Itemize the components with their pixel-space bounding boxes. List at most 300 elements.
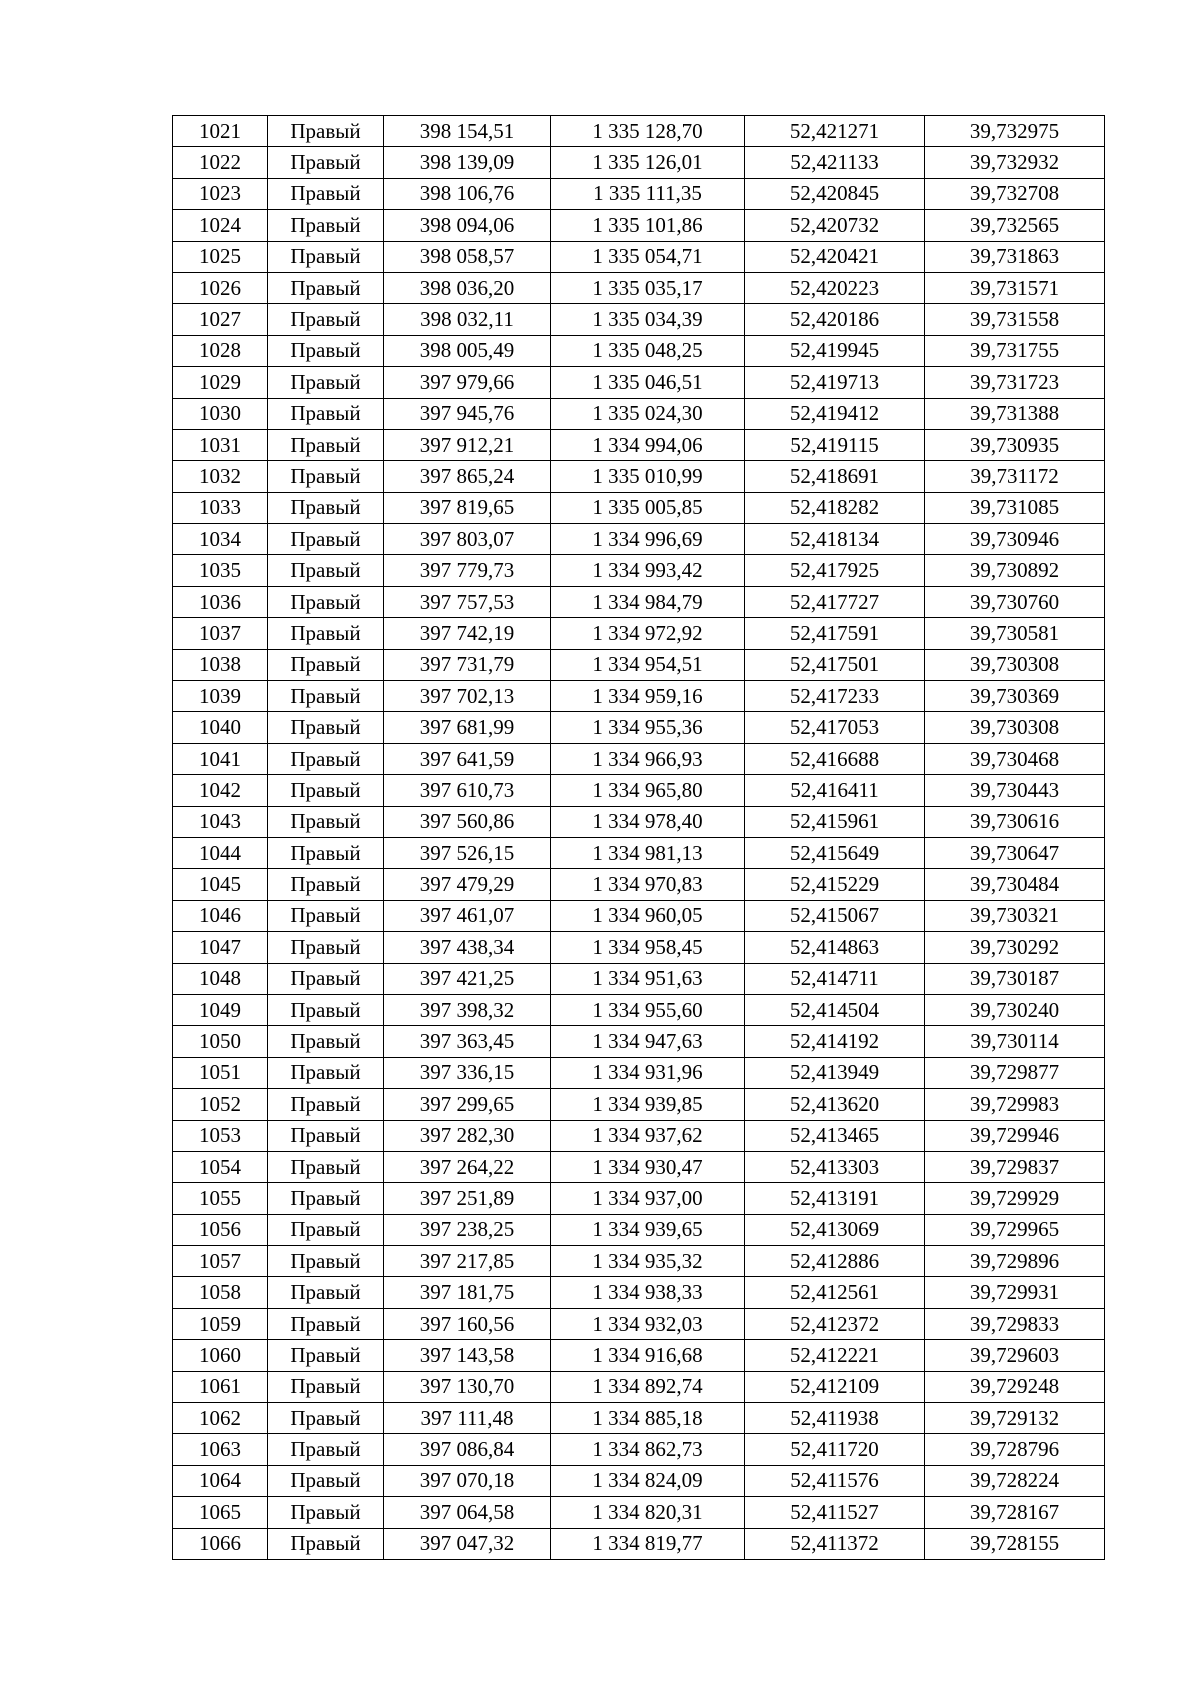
x-coordinate-cell: 397 086,84 xyxy=(384,1434,551,1465)
y-coordinate-cell: 1 334 951,63 xyxy=(551,963,745,994)
latitude-cell: 52,412109 xyxy=(745,1371,925,1402)
table-row xyxy=(173,178,1105,209)
y-coordinate-cell: 1 334 955,60 xyxy=(551,994,745,1025)
latitude-cell: 52,418134 xyxy=(745,524,925,555)
y-coordinate-cell: 1 334 824,09 xyxy=(551,1465,745,1496)
point-number-cell: 1062 xyxy=(173,1403,268,1434)
latitude-cell: 52,415961 xyxy=(745,806,925,837)
latitude-cell: 52,421271 xyxy=(745,116,925,147)
y-coordinate-cell: 1 335 101,86 xyxy=(551,210,745,241)
side-cell: Правый xyxy=(268,1183,384,1214)
latitude-cell: 52,413949 xyxy=(745,1057,925,1088)
point-number-cell: 1036 xyxy=(173,586,268,617)
longitude-cell: 39,731172 xyxy=(925,461,1105,492)
y-coordinate-cell: 1 334 885,18 xyxy=(551,1403,745,1434)
point-number-cell: 1051 xyxy=(173,1057,268,1088)
x-coordinate-cell: 397 819,65 xyxy=(384,492,551,523)
side-cell: Правый xyxy=(268,398,384,429)
latitude-cell: 52,413191 xyxy=(745,1183,925,1214)
latitude-cell: 52,411527 xyxy=(745,1497,925,1528)
side-cell: Правый xyxy=(268,178,384,209)
point-number-cell: 1041 xyxy=(173,743,268,774)
side-cell: Правый xyxy=(268,1465,384,1496)
x-coordinate-cell: 397 731,79 xyxy=(384,649,551,680)
x-coordinate-cell: 397 560,86 xyxy=(384,806,551,837)
side-cell: Правый xyxy=(268,743,384,774)
y-coordinate-cell: 1 335 005,85 xyxy=(551,492,745,523)
point-number-cell: 1044 xyxy=(173,837,268,868)
latitude-cell: 52,415649 xyxy=(745,837,925,868)
longitude-cell: 39,731388 xyxy=(925,398,1105,429)
y-coordinate-cell: 1 335 054,71 xyxy=(551,241,745,272)
side-cell: Правый xyxy=(268,1434,384,1465)
point-number-cell: 1033 xyxy=(173,492,268,523)
table-row xyxy=(173,649,1105,680)
latitude-cell: 52,419412 xyxy=(745,398,925,429)
longitude-cell: 39,730892 xyxy=(925,555,1105,586)
table-row xyxy=(173,1026,1105,1057)
longitude-cell: 39,728224 xyxy=(925,1465,1105,1496)
point-number-cell: 1053 xyxy=(173,1120,268,1151)
table-row xyxy=(173,869,1105,900)
point-number-cell: 1035 xyxy=(173,555,268,586)
side-cell: Правый xyxy=(268,335,384,366)
table-row xyxy=(173,1120,1105,1151)
x-coordinate-cell: 397 160,56 xyxy=(384,1308,551,1339)
point-number-cell: 1058 xyxy=(173,1277,268,1308)
x-coordinate-cell: 397 757,53 xyxy=(384,586,551,617)
side-cell: Правый xyxy=(268,900,384,931)
point-number-cell: 1048 xyxy=(173,963,268,994)
table-row xyxy=(173,963,1105,994)
point-number-cell: 1054 xyxy=(173,1151,268,1182)
side-cell: Правый xyxy=(268,837,384,868)
side-cell: Правый xyxy=(268,649,384,680)
y-coordinate-cell: 1 334 937,00 xyxy=(551,1183,745,1214)
longitude-cell: 39,730946 xyxy=(925,524,1105,555)
side-cell: Правый xyxy=(268,555,384,586)
side-cell: Правый xyxy=(268,1057,384,1088)
point-number-cell: 1030 xyxy=(173,398,268,429)
x-coordinate-cell: 397 217,85 xyxy=(384,1246,551,1277)
latitude-cell: 52,416688 xyxy=(745,743,925,774)
table-row xyxy=(173,1371,1105,1402)
point-number-cell: 1047 xyxy=(173,932,268,963)
point-number-cell: 1059 xyxy=(173,1308,268,1339)
table-row xyxy=(173,1340,1105,1371)
y-coordinate-cell: 1 334 931,96 xyxy=(551,1057,745,1088)
longitude-cell: 39,728796 xyxy=(925,1434,1105,1465)
table-row xyxy=(173,900,1105,931)
latitude-cell: 52,420732 xyxy=(745,210,925,241)
side-cell: Правый xyxy=(268,994,384,1025)
longitude-cell: 39,729929 xyxy=(925,1183,1105,1214)
longitude-cell: 39,729965 xyxy=(925,1214,1105,1245)
y-coordinate-cell: 1 334 955,36 xyxy=(551,712,745,743)
latitude-cell: 52,417501 xyxy=(745,649,925,680)
table-row xyxy=(173,1497,1105,1528)
side-cell: Правый xyxy=(268,1151,384,1182)
latitude-cell: 52,413465 xyxy=(745,1120,925,1151)
y-coordinate-cell: 1 335 048,25 xyxy=(551,335,745,366)
x-coordinate-cell: 397 299,65 xyxy=(384,1089,551,1120)
latitude-cell: 52,419945 xyxy=(745,335,925,366)
longitude-cell: 39,729833 xyxy=(925,1308,1105,1339)
x-coordinate-cell: 398 094,06 xyxy=(384,210,551,241)
side-cell: Правый xyxy=(268,116,384,147)
y-coordinate-cell: 1 335 034,39 xyxy=(551,304,745,335)
x-coordinate-cell: 397 461,07 xyxy=(384,900,551,931)
longitude-cell: 39,730308 xyxy=(925,649,1105,680)
longitude-cell: 39,729248 xyxy=(925,1371,1105,1402)
latitude-cell: 52,417925 xyxy=(745,555,925,586)
latitude-cell: 52,411576 xyxy=(745,1465,925,1496)
x-coordinate-cell: 398 005,49 xyxy=(384,335,551,366)
table-row xyxy=(173,775,1105,806)
longitude-cell: 39,730308 xyxy=(925,712,1105,743)
longitude-cell: 39,729896 xyxy=(925,1246,1105,1277)
point-number-cell: 1065 xyxy=(173,1497,268,1528)
table-row xyxy=(173,1277,1105,1308)
x-coordinate-cell: 397 641,59 xyxy=(384,743,551,774)
point-number-cell: 1029 xyxy=(173,367,268,398)
x-coordinate-cell: 397 702,13 xyxy=(384,681,551,712)
table-row xyxy=(173,1308,1105,1339)
latitude-cell: 52,418282 xyxy=(745,492,925,523)
table-row xyxy=(173,1528,1105,1559)
table-row xyxy=(173,681,1105,712)
x-coordinate-cell: 398 032,11 xyxy=(384,304,551,335)
latitude-cell: 52,415067 xyxy=(745,900,925,931)
y-coordinate-cell: 1 334 820,31 xyxy=(551,1497,745,1528)
longitude-cell: 39,728167 xyxy=(925,1497,1105,1528)
y-coordinate-cell: 1 334 932,03 xyxy=(551,1308,745,1339)
x-coordinate-cell: 397 282,30 xyxy=(384,1120,551,1151)
x-coordinate-cell: 397 610,73 xyxy=(384,775,551,806)
y-coordinate-cell: 1 334 937,62 xyxy=(551,1120,745,1151)
x-coordinate-cell: 397 264,22 xyxy=(384,1151,551,1182)
longitude-cell: 39,732975 xyxy=(925,116,1105,147)
y-coordinate-cell: 1 334 994,06 xyxy=(551,429,745,460)
longitude-cell: 39,729877 xyxy=(925,1057,1105,1088)
table-row xyxy=(173,335,1105,366)
point-number-cell: 1042 xyxy=(173,775,268,806)
x-coordinate-cell: 397 363,45 xyxy=(384,1026,551,1057)
y-coordinate-cell: 1 334 993,42 xyxy=(551,555,745,586)
coordinates-table xyxy=(172,115,1105,1560)
longitude-cell: 39,731863 xyxy=(925,241,1105,272)
point-number-cell: 1022 xyxy=(173,147,268,178)
point-number-cell: 1060 xyxy=(173,1340,268,1371)
longitude-cell: 39,728155 xyxy=(925,1528,1105,1559)
side-cell: Правый xyxy=(268,806,384,837)
side-cell: Правый xyxy=(268,1497,384,1528)
longitude-cell: 39,731558 xyxy=(925,304,1105,335)
y-coordinate-cell: 1 334 984,79 xyxy=(551,586,745,617)
side-cell: Правый xyxy=(268,429,384,460)
x-coordinate-cell: 397 238,25 xyxy=(384,1214,551,1245)
latitude-cell: 52,414863 xyxy=(745,932,925,963)
point-number-cell: 1061 xyxy=(173,1371,268,1402)
y-coordinate-cell: 1 334 939,85 xyxy=(551,1089,745,1120)
x-coordinate-cell: 397 111,48 xyxy=(384,1403,551,1434)
table-row xyxy=(173,367,1105,398)
point-number-cell: 1037 xyxy=(173,618,268,649)
side-cell: Правый xyxy=(268,1371,384,1402)
table-row xyxy=(173,524,1105,555)
side-cell: Правый xyxy=(268,461,384,492)
point-number-cell: 1026 xyxy=(173,272,268,303)
x-coordinate-cell: 397 336,15 xyxy=(384,1057,551,1088)
point-number-cell: 1028 xyxy=(173,335,268,366)
table-row xyxy=(173,586,1105,617)
longitude-cell: 39,730369 xyxy=(925,681,1105,712)
table-row xyxy=(173,806,1105,837)
longitude-cell: 39,729603 xyxy=(925,1340,1105,1371)
point-number-cell: 1031 xyxy=(173,429,268,460)
latitude-cell: 52,412561 xyxy=(745,1277,925,1308)
longitude-cell: 39,729931 xyxy=(925,1277,1105,1308)
table-row xyxy=(173,429,1105,460)
y-coordinate-cell: 1 335 024,30 xyxy=(551,398,745,429)
x-coordinate-cell: 397 945,76 xyxy=(384,398,551,429)
side-cell: Правый xyxy=(268,524,384,555)
latitude-cell: 52,420223 xyxy=(745,272,925,303)
point-number-cell: 1049 xyxy=(173,994,268,1025)
side-cell: Правый xyxy=(268,304,384,335)
x-coordinate-cell: 397 479,29 xyxy=(384,869,551,900)
x-coordinate-cell: 397 779,73 xyxy=(384,555,551,586)
side-cell: Правый xyxy=(268,1089,384,1120)
longitude-cell: 39,730760 xyxy=(925,586,1105,617)
point-number-cell: 1024 xyxy=(173,210,268,241)
x-coordinate-cell: 397 526,15 xyxy=(384,837,551,868)
latitude-cell: 52,415229 xyxy=(745,869,925,900)
latitude-cell: 52,420845 xyxy=(745,178,925,209)
longitude-cell: 39,732565 xyxy=(925,210,1105,241)
x-coordinate-cell: 397 438,34 xyxy=(384,932,551,963)
longitude-cell: 39,730443 xyxy=(925,775,1105,806)
table-row xyxy=(173,461,1105,492)
side-cell: Правый xyxy=(268,1528,384,1559)
longitude-cell: 39,730935 xyxy=(925,429,1105,460)
y-coordinate-cell: 1 334 947,63 xyxy=(551,1026,745,1057)
latitude-cell: 52,413303 xyxy=(745,1151,925,1182)
longitude-cell: 39,730581 xyxy=(925,618,1105,649)
point-number-cell: 1043 xyxy=(173,806,268,837)
longitude-cell: 39,730292 xyxy=(925,932,1105,963)
latitude-cell: 52,420186 xyxy=(745,304,925,335)
longitude-cell: 39,730468 xyxy=(925,743,1105,774)
point-number-cell: 1025 xyxy=(173,241,268,272)
table-row xyxy=(173,932,1105,963)
x-coordinate-cell: 397 064,58 xyxy=(384,1497,551,1528)
latitude-cell: 52,419115 xyxy=(745,429,925,460)
x-coordinate-cell: 397 421,25 xyxy=(384,963,551,994)
longitude-cell: 39,731755 xyxy=(925,335,1105,366)
longitude-cell: 39,731085 xyxy=(925,492,1105,523)
y-coordinate-cell: 1 335 111,35 xyxy=(551,178,745,209)
y-coordinate-cell: 1 334 938,33 xyxy=(551,1277,745,1308)
y-coordinate-cell: 1 334 935,32 xyxy=(551,1246,745,1277)
point-number-cell: 1052 xyxy=(173,1089,268,1120)
latitude-cell: 52,412221 xyxy=(745,1340,925,1371)
longitude-cell: 39,729946 xyxy=(925,1120,1105,1151)
latitude-cell: 52,413620 xyxy=(745,1089,925,1120)
y-coordinate-cell: 1 334 959,16 xyxy=(551,681,745,712)
side-cell: Правый xyxy=(268,586,384,617)
side-cell: Правый xyxy=(268,147,384,178)
side-cell: Правый xyxy=(268,681,384,712)
x-coordinate-cell: 397 047,32 xyxy=(384,1528,551,1559)
table-row xyxy=(173,272,1105,303)
longitude-cell: 39,729983 xyxy=(925,1089,1105,1120)
latitude-cell: 52,417727 xyxy=(745,586,925,617)
side-cell: Правый xyxy=(268,1277,384,1308)
longitude-cell: 39,730114 xyxy=(925,1026,1105,1057)
y-coordinate-cell: 1 334 966,93 xyxy=(551,743,745,774)
latitude-cell: 52,420421 xyxy=(745,241,925,272)
y-coordinate-cell: 1 335 046,51 xyxy=(551,367,745,398)
y-coordinate-cell: 1 335 010,99 xyxy=(551,461,745,492)
x-coordinate-cell: 397 742,19 xyxy=(384,618,551,649)
table-row xyxy=(173,1403,1105,1434)
side-cell: Правый xyxy=(268,1403,384,1434)
y-coordinate-cell: 1 334 916,68 xyxy=(551,1340,745,1371)
y-coordinate-cell: 1 334 892,74 xyxy=(551,1371,745,1402)
y-coordinate-cell: 1 334 978,40 xyxy=(551,806,745,837)
latitude-cell: 52,411938 xyxy=(745,1403,925,1434)
x-coordinate-cell: 397 181,75 xyxy=(384,1277,551,1308)
point-number-cell: 1064 xyxy=(173,1465,268,1496)
table-row xyxy=(173,837,1105,868)
point-number-cell: 1021 xyxy=(173,116,268,147)
table-row xyxy=(173,210,1105,241)
side-cell: Правый xyxy=(268,1246,384,1277)
table-row xyxy=(173,555,1105,586)
side-cell: Правый xyxy=(268,492,384,523)
table-row xyxy=(173,1465,1105,1496)
latitude-cell: 52,416411 xyxy=(745,775,925,806)
latitude-cell: 52,412372 xyxy=(745,1308,925,1339)
y-coordinate-cell: 1 334 970,83 xyxy=(551,869,745,900)
y-coordinate-cell: 1 334 939,65 xyxy=(551,1214,745,1245)
x-coordinate-cell: 397 130,70 xyxy=(384,1371,551,1402)
longitude-cell: 39,730321 xyxy=(925,900,1105,931)
latitude-cell: 52,417591 xyxy=(745,618,925,649)
y-coordinate-cell: 1 334 972,92 xyxy=(551,618,745,649)
longitude-cell: 39,729837 xyxy=(925,1151,1105,1182)
point-number-cell: 1055 xyxy=(173,1183,268,1214)
side-cell: Правый xyxy=(268,367,384,398)
table-row xyxy=(173,1151,1105,1182)
latitude-cell: 52,413069 xyxy=(745,1214,925,1245)
side-cell: Правый xyxy=(268,272,384,303)
longitude-cell: 39,730187 xyxy=(925,963,1105,994)
table-row xyxy=(173,1214,1105,1245)
table-row xyxy=(173,1246,1105,1277)
y-coordinate-cell: 1 334 954,51 xyxy=(551,649,745,680)
table-row xyxy=(173,743,1105,774)
x-coordinate-cell: 397 251,89 xyxy=(384,1183,551,1214)
y-coordinate-cell: 1 334 819,77 xyxy=(551,1528,745,1559)
point-number-cell: 1050 xyxy=(173,1026,268,1057)
table-row xyxy=(173,1089,1105,1120)
table-row xyxy=(173,1183,1105,1214)
point-number-cell: 1039 xyxy=(173,681,268,712)
latitude-cell: 52,411372 xyxy=(745,1528,925,1559)
y-coordinate-cell: 1 335 035,17 xyxy=(551,272,745,303)
table-row xyxy=(173,492,1105,523)
table-row xyxy=(173,116,1105,147)
table-row xyxy=(173,712,1105,743)
latitude-cell: 52,417233 xyxy=(745,681,925,712)
x-coordinate-cell: 397 979,66 xyxy=(384,367,551,398)
y-coordinate-cell: 1 334 862,73 xyxy=(551,1434,745,1465)
table-row xyxy=(173,304,1105,335)
longitude-cell: 39,730240 xyxy=(925,994,1105,1025)
y-coordinate-cell: 1 334 965,80 xyxy=(551,775,745,806)
x-coordinate-cell: 398 058,57 xyxy=(384,241,551,272)
latitude-cell: 52,414192 xyxy=(745,1026,925,1057)
y-coordinate-cell: 1 335 128,70 xyxy=(551,116,745,147)
x-coordinate-cell: 397 681,99 xyxy=(384,712,551,743)
latitude-cell: 52,411720 xyxy=(745,1434,925,1465)
side-cell: Правый xyxy=(268,1120,384,1151)
longitude-cell: 39,732932 xyxy=(925,147,1105,178)
x-coordinate-cell: 397 803,07 xyxy=(384,524,551,555)
latitude-cell: 52,414504 xyxy=(745,994,925,1025)
x-coordinate-cell: 398 139,09 xyxy=(384,147,551,178)
table-row xyxy=(173,398,1105,429)
x-coordinate-cell: 398 106,76 xyxy=(384,178,551,209)
x-coordinate-cell: 397 143,58 xyxy=(384,1340,551,1371)
table-row xyxy=(173,1057,1105,1088)
x-coordinate-cell: 397 070,18 xyxy=(384,1465,551,1496)
point-number-cell: 1023 xyxy=(173,178,268,209)
side-cell: Правый xyxy=(268,210,384,241)
point-number-cell: 1045 xyxy=(173,869,268,900)
y-coordinate-cell: 1 334 960,05 xyxy=(551,900,745,931)
longitude-cell: 39,732708 xyxy=(925,178,1105,209)
x-coordinate-cell: 398 154,51 xyxy=(384,116,551,147)
table-row xyxy=(173,1434,1105,1465)
point-number-cell: 1046 xyxy=(173,900,268,931)
longitude-cell: 39,729132 xyxy=(925,1403,1105,1434)
table-row xyxy=(173,618,1105,649)
y-coordinate-cell: 1 334 981,13 xyxy=(551,837,745,868)
point-number-cell: 1057 xyxy=(173,1246,268,1277)
side-cell: Правый xyxy=(268,775,384,806)
side-cell: Правый xyxy=(268,1026,384,1057)
point-number-cell: 1038 xyxy=(173,649,268,680)
latitude-cell: 52,421133 xyxy=(745,147,925,178)
point-number-cell: 1034 xyxy=(173,524,268,555)
longitude-cell: 39,730616 xyxy=(925,806,1105,837)
side-cell: Правый xyxy=(268,241,384,272)
x-coordinate-cell: 397 912,21 xyxy=(384,429,551,460)
table-row xyxy=(173,147,1105,178)
point-number-cell: 1032 xyxy=(173,461,268,492)
latitude-cell: 52,414711 xyxy=(745,963,925,994)
side-cell: Правый xyxy=(268,1340,384,1371)
table-row xyxy=(173,994,1105,1025)
x-coordinate-cell: 398 036,20 xyxy=(384,272,551,303)
latitude-cell: 52,412886 xyxy=(745,1246,925,1277)
y-coordinate-cell: 1 334 996,69 xyxy=(551,524,745,555)
longitude-cell: 39,730484 xyxy=(925,869,1105,900)
point-number-cell: 1066 xyxy=(173,1528,268,1559)
